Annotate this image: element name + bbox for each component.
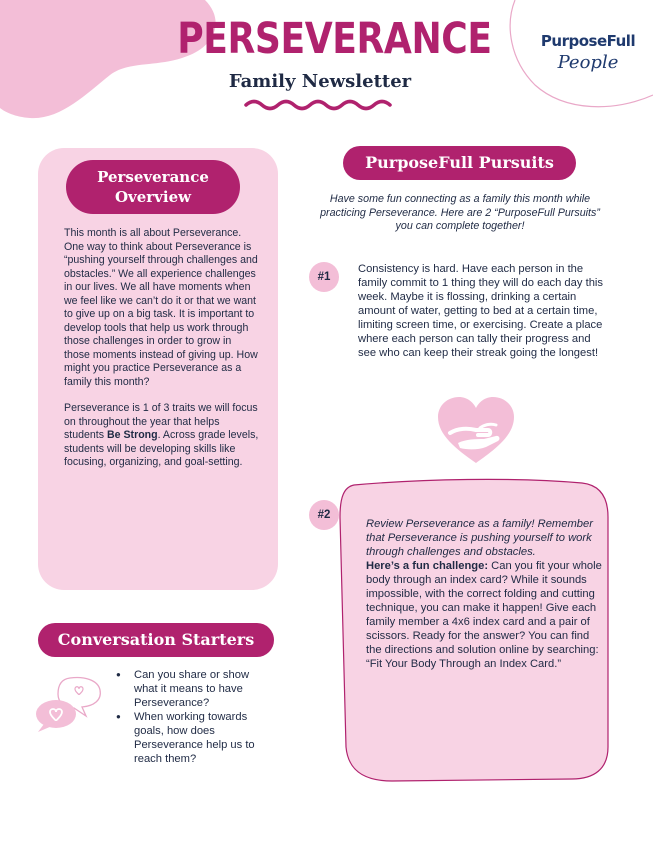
purposefull-people-logo — [538, 32, 638, 73]
heart-hands-icon — [436, 395, 516, 467]
overview-heading — [66, 160, 240, 214]
overview-paragraph-2: Perseverance is 1 of 3 traits we will focus on throughout the year that helps students Be Strong. Across grade levels, students will be developing skills like focusing, organizing, and goal-setting. — [64, 402, 259, 468]
overview-body — [64, 227, 260, 483]
overview-heading-line2: Overview — [114, 188, 192, 206]
wave-divider-icon — [243, 98, 393, 112]
pursuit-2-text — [366, 517, 606, 671]
conversation-heading: Conversation Starters — [38, 623, 274, 657]
newsletter-title: PERSEVERANCE — [177, 14, 492, 64]
overview-heading-line1: Perseverance — [97, 168, 209, 186]
pursuit-2-italic: Review Perseverance as a family! Remember that Perseverance is pushing yourself to work through challenges and obstacles. — [366, 518, 593, 558]
pursuit-number-2: #2 — [309, 500, 339, 530]
logo-line-2: People — [557, 52, 619, 73]
conversation-list — [116, 668, 266, 766]
chat-bubbles-heart-icon — [30, 674, 108, 734]
list-item: ● When working towards goals, how does Perseverance help us to reach them? — [116, 710, 266, 766]
pursuit-number-1: #1 — [309, 262, 339, 292]
logo-line-1: PurposeFull — [540, 32, 636, 50]
pursuit-1-text: Consistency is hard. Have each person in the family commit to 1 thing they will do each day this week. Maybe it is flossing, drinking a certain amount of water, getting to bed at a certain time, limiting screen time, or exercising. Create a place where each person can tally their progress and see who can keep their streak going the longest! — [358, 263, 603, 359]
pursuit-2-body: Can you fit your whole body through an index card? While it sounds impossible, with the correct folding and cutting technique, you can make it happen! Give each family member a 4x6 index card and a pair of scissors. Ready for the answer? You can find the directions and solution online by searching: “Fit Your Body Through an Index Card.” — [366, 560, 602, 670]
pursuits-heading: PurposeFull Pursuits — [343, 146, 576, 180]
pursuit-2-bold-lead: Here’s a fun challenge: — [366, 560, 489, 572]
be-strong-emphasis: Be Strong — [107, 429, 158, 441]
newsletter-subtitle: Family Newsletter — [228, 71, 412, 92]
list-item: ● Can you share or show what it means to have Perseverance? — [116, 668, 266, 710]
overview-paragraph-1: This month is all about Perseverance. One way to think about Perseverance is “pushing yourself through challenges and obstacles.” We all experience challenges in our lives. We all have moments when we feel like we can’t do it or that we want to give up on a big task. It is important to develop tools that help us work through those challenges in order to grow in those moments instead of giving up. How might you practice Perseverance as a family this month? — [64, 227, 258, 388]
pursuits-intro: Have some fun connecting as a family this month while practicing Perseverance. Here are 2 “PurposeFull Pursuits” you can complete together! — [320, 193, 600, 232]
